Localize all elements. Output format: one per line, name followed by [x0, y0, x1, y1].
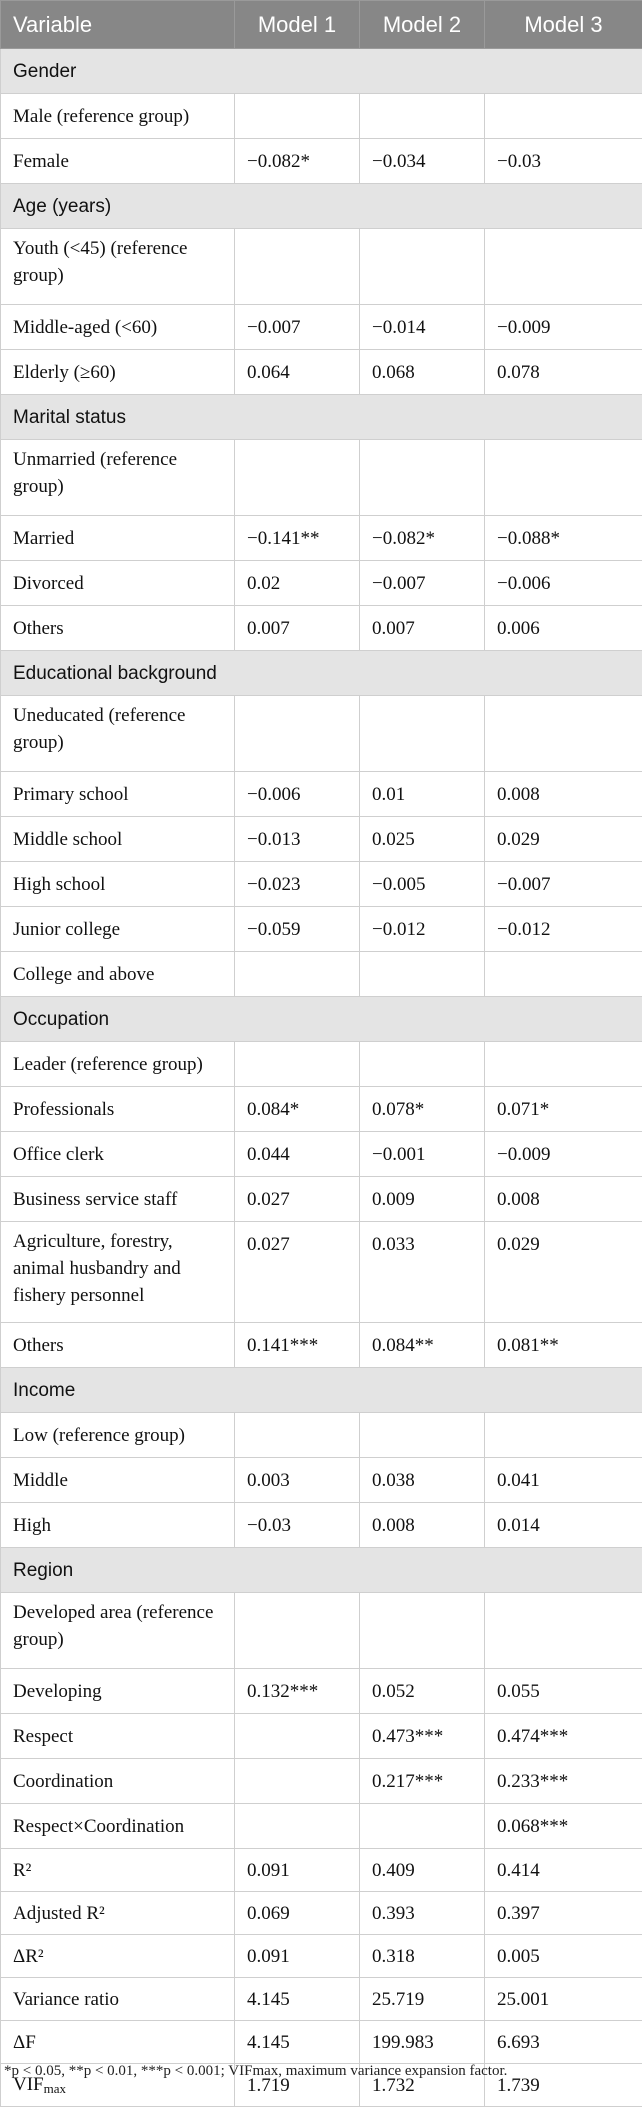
coefficient-model-2: −0.014	[360, 305, 485, 350]
section-title: Occupation	[1, 997, 642, 1042]
coefficient-model-3: 0.055	[485, 1669, 642, 1714]
header-model-1: Model 1	[235, 1, 360, 49]
table-row	[1, 561, 642, 606]
stat-value-model-1: 0.069	[235, 1892, 360, 1935]
coefficient-model-2	[360, 94, 485, 139]
table-body	[1, 49, 642, 2107]
table-row	[1, 772, 642, 817]
stat-label	[1, 1892, 235, 1935]
coefficient-model-3: −0.03	[485, 139, 642, 184]
coefficient-model-1	[235, 1413, 360, 1458]
stat-value-model-1: 0.091	[235, 1849, 360, 1892]
variable-label: Developing	[1, 1669, 235, 1714]
table-row	[1, 1042, 642, 1087]
variable-label: Others	[1, 1323, 235, 1368]
coefficient-model-3	[485, 440, 642, 516]
table-row	[1, 1222, 642, 1323]
stat-row	[1, 2021, 642, 2064]
coefficient-model-2: −0.007	[360, 561, 485, 606]
coefficient-model-1: 0.027	[235, 1222, 360, 1323]
coefficient-model-2: 0.084**	[360, 1323, 485, 1368]
coefficient-model-2: 0.033	[360, 1222, 485, 1323]
table-header-row	[1, 1, 642, 49]
variable-label: Leader (reference group)	[1, 1042, 235, 1087]
stat-value-model-3: 1.739	[485, 2064, 642, 2107]
table-row	[1, 1593, 642, 1669]
stat-value-model-3: 0.397	[485, 1892, 642, 1935]
table-row	[1, 1669, 642, 1714]
variable-label: Office clerk	[1, 1132, 235, 1177]
stat-value-model-3: 0.005	[485, 1935, 642, 1978]
coefficient-model-1	[235, 1759, 360, 1804]
stat-label-text: Variance ratio	[13, 1989, 119, 2010]
coefficient-model-3	[485, 1413, 642, 1458]
coefficient-model-2	[360, 1804, 485, 1849]
section-row	[1, 1368, 642, 1413]
variable-label: Business service staff	[1, 1177, 235, 1222]
coefficient-model-3: −0.007	[485, 862, 642, 907]
coefficient-model-1: −0.059	[235, 907, 360, 952]
table-row	[1, 1503, 642, 1548]
stat-value-model-2: 1.732	[360, 2064, 485, 2107]
coefficient-model-2	[360, 696, 485, 772]
coefficient-model-3: 0.029	[485, 1222, 642, 1323]
stat-value-model-1: 1.719	[235, 2064, 360, 2107]
variable-label: Coordination	[1, 1759, 235, 1804]
coefficient-model-1: −0.141**	[235, 516, 360, 561]
coefficient-model-3: 0.233***	[485, 1759, 642, 1804]
table-row	[1, 606, 642, 651]
table-row	[1, 1413, 642, 1458]
section-title: Region	[1, 1548, 642, 1593]
coefficient-model-2: 0.007	[360, 606, 485, 651]
table-row	[1, 817, 642, 862]
coefficient-model-1: 0.132***	[235, 1669, 360, 1714]
coefficient-model-1: 0.027	[235, 1177, 360, 1222]
coefficient-model-3: −0.009	[485, 305, 642, 350]
stat-label-subscript: max	[44, 2081, 66, 2096]
coefficient-model-1	[235, 1042, 360, 1087]
coefficient-model-2: 0.052	[360, 1669, 485, 1714]
coefficient-model-1: 0.007	[235, 606, 360, 651]
coefficient-model-2: 0.068	[360, 350, 485, 395]
stat-label	[1, 1935, 235, 1978]
section-title: Educational background	[1, 651, 642, 696]
coefficient-model-1	[235, 1593, 360, 1669]
coefficient-model-3	[485, 952, 642, 997]
section-title: Marital status	[1, 395, 642, 440]
table-row	[1, 440, 642, 516]
table-row	[1, 696, 642, 772]
coefficient-model-2	[360, 440, 485, 516]
stat-row	[1, 1892, 642, 1935]
coefficient-model-3	[485, 1042, 642, 1087]
variable-label: Developed area (reference group)	[1, 1593, 235, 1669]
table-row	[1, 1132, 642, 1177]
coefficient-model-1: −0.03	[235, 1503, 360, 1548]
stat-value-model-3: 0.414	[485, 1849, 642, 1892]
table-row	[1, 1714, 642, 1759]
variable-label: Junior college	[1, 907, 235, 952]
coefficient-model-3: 0.081**	[485, 1323, 642, 1368]
variable-label: Respect	[1, 1714, 235, 1759]
coefficient-model-3	[485, 94, 642, 139]
stat-label-text: VIF	[13, 2074, 44, 2095]
section-title: Gender	[1, 49, 642, 94]
table-row	[1, 139, 642, 184]
coefficient-model-3: 0.041	[485, 1458, 642, 1503]
section-row	[1, 49, 642, 94]
header-variable: Variable	[1, 1, 235, 49]
table-row	[1, 305, 642, 350]
coefficient-model-2	[360, 1042, 485, 1087]
stat-value-model-2: 0.318	[360, 1935, 485, 1978]
stat-label-text: ΔR²	[13, 1946, 44, 1967]
table-row	[1, 350, 642, 395]
table-row	[1, 907, 642, 952]
coefficient-model-2: 0.078*	[360, 1087, 485, 1132]
coefficient-model-1	[235, 229, 360, 305]
variable-label: Divorced	[1, 561, 235, 606]
coefficient-model-1	[235, 952, 360, 997]
coefficient-model-2: 0.473***	[360, 1714, 485, 1759]
table-row	[1, 1087, 642, 1132]
header-model-2: Model 2	[360, 1, 485, 49]
stat-value-model-1: 0.091	[235, 1935, 360, 1978]
table-row	[1, 952, 642, 997]
table-row	[1, 1458, 642, 1503]
coefficient-model-3	[485, 229, 642, 305]
variable-label: Professionals	[1, 1087, 235, 1132]
section-row	[1, 184, 642, 229]
stat-value-model-2: 0.393	[360, 1892, 485, 1935]
section-title: Age (years)	[1, 184, 642, 229]
coefficient-model-3: −0.012	[485, 907, 642, 952]
coefficient-model-2: 0.008	[360, 1503, 485, 1548]
coefficient-model-3: 0.068***	[485, 1804, 642, 1849]
coefficient-model-2: 0.025	[360, 817, 485, 862]
variable-label: College and above	[1, 952, 235, 997]
coefficient-model-2: −0.034	[360, 139, 485, 184]
variable-label: Married	[1, 516, 235, 561]
table-row	[1, 862, 642, 907]
variable-label: Middle	[1, 1458, 235, 1503]
coefficient-model-2	[360, 1593, 485, 1669]
variable-label: Respect×Coordination	[1, 1804, 235, 1849]
coefficient-model-1: 0.084*	[235, 1087, 360, 1132]
stat-label-text: R²	[13, 1860, 31, 1881]
coefficient-model-1: 0.044	[235, 1132, 360, 1177]
coefficient-model-3: 0.029	[485, 817, 642, 862]
variable-label: Uneducated (reference group)	[1, 696, 235, 772]
coefficient-model-3: 0.078	[485, 350, 642, 395]
coefficient-model-1	[235, 440, 360, 516]
variable-label: Middle-aged (<60)	[1, 305, 235, 350]
coefficient-model-1	[235, 696, 360, 772]
stat-label	[1, 1849, 235, 1892]
variable-label: Male (reference group)	[1, 94, 235, 139]
stat-label	[1, 2021, 235, 2064]
variable-label: Youth (<45) (reference group)	[1, 229, 235, 305]
coefficient-model-3	[485, 696, 642, 772]
coefficient-model-1: −0.023	[235, 862, 360, 907]
section-row	[1, 395, 642, 440]
stat-value-model-2: 0.409	[360, 1849, 485, 1892]
section-row	[1, 1548, 642, 1593]
coefficient-model-3	[485, 1593, 642, 1669]
stat-label-text: Adjusted R²	[13, 1903, 105, 1924]
coefficient-model-3: 0.071*	[485, 1087, 642, 1132]
coefficient-model-1: −0.013	[235, 817, 360, 862]
stat-row	[1, 1935, 642, 1978]
coefficient-model-2: −0.001	[360, 1132, 485, 1177]
table-row	[1, 94, 642, 139]
variable-label: Agriculture, forestry, animal husbandry and fishery personnel	[1, 1222, 235, 1323]
coefficient-model-2: −0.082*	[360, 516, 485, 561]
coefficient-model-1: −0.006	[235, 772, 360, 817]
section-title: Income	[1, 1368, 642, 1413]
coefficient-model-2: 0.01	[360, 772, 485, 817]
variable-label: Unmarried (reference group)	[1, 440, 235, 516]
coefficient-model-1: −0.007	[235, 305, 360, 350]
coefficient-model-2: 0.217***	[360, 1759, 485, 1804]
coefficient-model-3: 0.014	[485, 1503, 642, 1548]
coefficient-model-3: −0.006	[485, 561, 642, 606]
coefficient-model-2: 0.038	[360, 1458, 485, 1503]
coefficient-model-2	[360, 952, 485, 997]
stat-value-model-3: 25.001	[485, 1978, 642, 2021]
coefficient-model-2: −0.005	[360, 862, 485, 907]
coefficient-model-1	[235, 1804, 360, 1849]
table-row	[1, 1804, 642, 1849]
coefficient-model-1: −0.082*	[235, 139, 360, 184]
coefficient-model-3: 0.008	[485, 1177, 642, 1222]
stat-value-model-3: 6.693	[485, 2021, 642, 2064]
coefficient-model-2	[360, 229, 485, 305]
coefficient-model-1: 0.02	[235, 561, 360, 606]
variable-label: Others	[1, 606, 235, 651]
section-row	[1, 651, 642, 696]
variable-label: Low (reference group)	[1, 1413, 235, 1458]
header-model-3: Model 3	[485, 1, 642, 49]
coefficient-model-1	[235, 94, 360, 139]
table-footnote: *p < 0.05, **p < 0.01, ***p < 0.001; VIFmax, maximum variance expansion factor.	[0, 2063, 642, 2080]
coefficient-model-1: 0.141***	[235, 1323, 360, 1368]
stat-value-model-2: 25.719	[360, 1978, 485, 2021]
variable-label: Elderly (≥60)	[1, 350, 235, 395]
coefficient-model-3: −0.009	[485, 1132, 642, 1177]
table-row	[1, 1323, 642, 1368]
coefficient-model-2	[360, 1413, 485, 1458]
coefficient-model-3: 0.008	[485, 772, 642, 817]
coefficient-model-2: 0.009	[360, 1177, 485, 1222]
table-row	[1, 1177, 642, 1222]
stat-value-model-2: 199.983	[360, 2021, 485, 2064]
coefficient-model-3: 0.006	[485, 606, 642, 651]
coefficient-model-2: −0.012	[360, 907, 485, 952]
section-row	[1, 997, 642, 1042]
table-row	[1, 516, 642, 561]
stat-label-text: ΔF	[13, 2032, 36, 2053]
stat-row	[1, 1978, 642, 2021]
variable-label: Female	[1, 139, 235, 184]
coefficient-model-3: −0.088*	[485, 516, 642, 561]
coefficient-model-1: 0.003	[235, 1458, 360, 1503]
stat-row	[1, 1849, 642, 1892]
stat-value-model-1: 4.145	[235, 2021, 360, 2064]
table-row	[1, 1759, 642, 1804]
stat-value-model-1: 4.145	[235, 1978, 360, 2021]
coefficient-model-1: 0.064	[235, 350, 360, 395]
coefficient-model-3: 0.474***	[485, 1714, 642, 1759]
variable-label: High	[1, 1503, 235, 1548]
coefficient-model-1	[235, 1714, 360, 1759]
stat-label	[1, 1978, 235, 2021]
table-row	[1, 229, 642, 305]
variable-label: Primary school	[1, 772, 235, 817]
variable-label: Middle school	[1, 817, 235, 862]
variable-label: High school	[1, 862, 235, 907]
